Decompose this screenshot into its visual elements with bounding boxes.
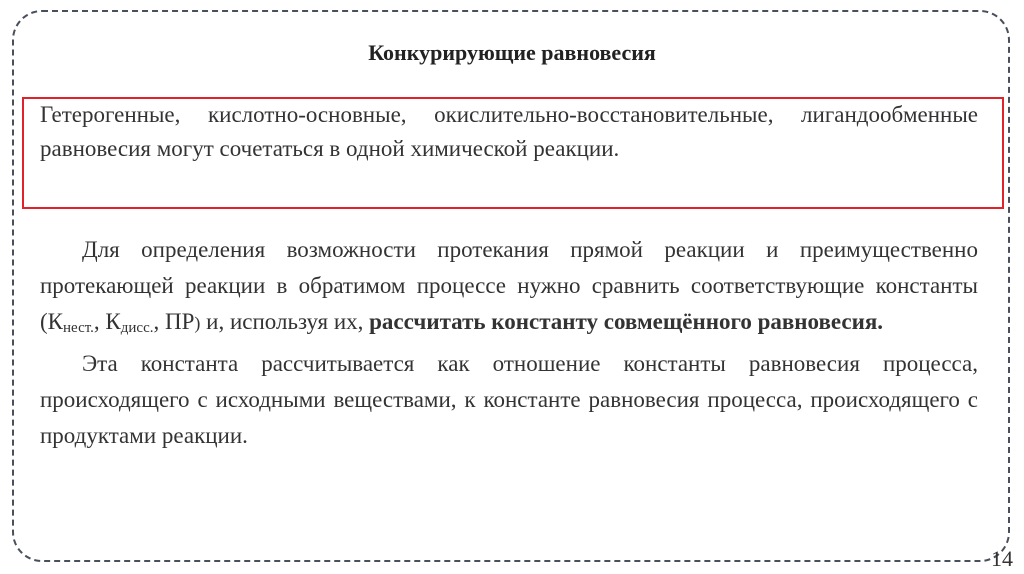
k-nest-subscript: нест. — [63, 320, 94, 336]
body-text — [40, 232, 978, 454]
page-number: 14 — [991, 546, 1013, 571]
separator-2: , ПР — [153, 309, 195, 334]
close-paren: ) — [194, 313, 201, 333]
paragraph-1-bold: рассчитать константу совмещённого равновесия. — [369, 309, 884, 334]
paragraph-1-part2: и, используя их, — [200, 309, 370, 334]
separator-1: , — [93, 309, 106, 334]
paragraph-1 — [40, 232, 978, 346]
paragraph-2: Эта константа рассчитывается как отношение константы равновесия процесса, происходящего с исходными веществами, к константе равновесия процесса, происходящего с продуктами реакции. — [40, 351, 978, 448]
k-nest-symbol: К — [47, 309, 64, 334]
slide-title: Конкурирующие равновесия — [368, 40, 656, 65]
k-diss-subscript: дисс. — [120, 320, 154, 336]
paragraph-1-part1: Для определения возможности протекания прямой реакции и преимущественно протекающей реакции в обратимом процессе нужно сравнить соответствующие константы ( — [40, 237, 978, 334]
highlight-box-text: Гетерогенные, кислотно-основные, окислительно-восстановительные, лигандообменные равновесия могут сочетаться в одной химической реакции. — [40, 102, 978, 161]
k-diss-symbol: К — [105, 309, 121, 334]
